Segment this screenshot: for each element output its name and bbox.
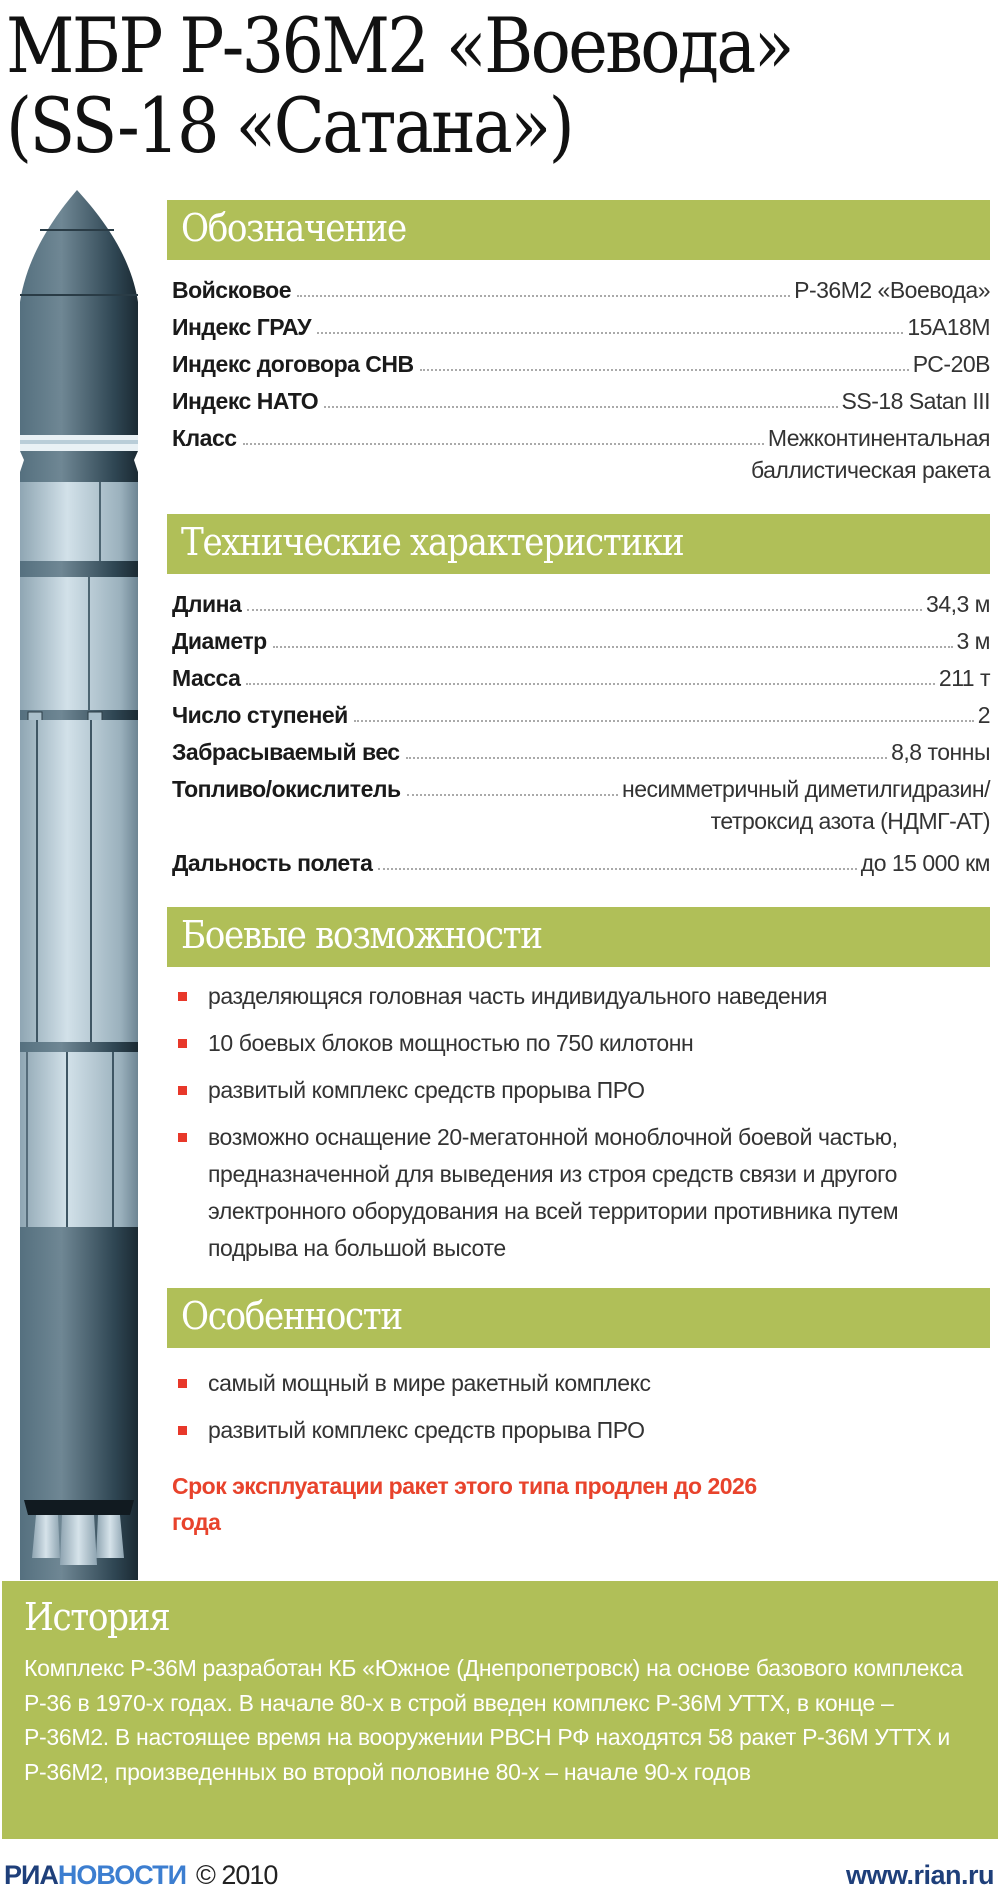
row-value: Межконтинентальная [767, 425, 990, 451]
row-value: 211 т [938, 665, 990, 691]
spec-row [172, 582, 990, 619]
row-key: Масса [172, 665, 241, 691]
list-item: развитый комплекс средств прорыва ПРО [172, 1072, 992, 1108]
section-header-combat [167, 907, 990, 967]
dot-leader [246, 683, 935, 685]
designation-row [172, 379, 990, 416]
service-life-note: Срок эксплуатации ракет этого типа продлен до 2026 года [172, 1473, 757, 1535]
bullet-icon [178, 1133, 187, 1142]
copyright: © 2010 [195, 1860, 278, 1890]
dot-leader [407, 794, 618, 796]
designation-row [172, 305, 990, 342]
row-value: РС-20В [912, 351, 990, 377]
dot-leader [420, 369, 909, 371]
title-line-2: (SS-18 «Сатана») [6, 81, 573, 170]
spec-row [172, 730, 990, 767]
title-line-1: МБР Р-36М2 «Воевода» [6, 1, 792, 90]
row-value: SS-18 Satan III [841, 388, 990, 414]
dot-leader [354, 720, 974, 722]
row-key: Число ступеней [172, 702, 348, 728]
page-title [6, 1, 877, 170]
row-value: 3 м [956, 628, 990, 654]
bullet-icon [178, 1086, 187, 1095]
row-key: Индекс ГРАУ [172, 314, 312, 340]
section-title: Особенности [181, 1294, 402, 1338]
row-key: Диаметр [172, 628, 267, 654]
bullet-icon [178, 1379, 187, 1388]
section-header-specs [167, 514, 990, 574]
row-value: 34,3 м [926, 591, 990, 617]
bullet-icon [178, 1039, 187, 1048]
list-item: возможно оснащение 20-мегатонной моноблочной боевой частью, предназначенной для выведения из строя средств связи и другого электронного оборудования на всей территории противника путем подрыва на большой высоте [172, 1119, 992, 1267]
dot-leader [247, 609, 922, 611]
bullet-icon [178, 1426, 187, 1435]
row-value: 15А18М [907, 314, 990, 340]
row-value: 2 [977, 702, 990, 728]
row-value: несимметричный диметилгидразин/ [622, 776, 990, 802]
site-url-link[interactable]: www.rian.ru [845, 1860, 994, 1890]
row-value: Р-36М2 «Воевода» [794, 277, 990, 303]
section-title: Боевые возможности [181, 913, 542, 957]
dot-leader [324, 406, 837, 408]
spec-row [172, 656, 990, 693]
row-key: Индекс договора СНВ [172, 351, 414, 377]
spec-row [172, 619, 990, 656]
list-item: самый мощный в мире ракетный комплекс [172, 1365, 992, 1401]
ria-novosti-logo [4, 1860, 277, 1891]
row-key: Индекс НАТО [172, 388, 319, 414]
rocket-illustration-icon [0, 190, 160, 1580]
row-key: Топливо/окислитель [172, 776, 401, 802]
dot-leader [378, 868, 856, 870]
history-title: История [24, 1595, 170, 1639]
designation-row [172, 342, 990, 379]
specs-table [172, 582, 990, 878]
row-key: Дальность полета [172, 850, 373, 876]
row-value: 8,8 тонны [891, 739, 990, 765]
row-key: Длина [172, 591, 242, 617]
designation-row [172, 416, 990, 453]
dot-leader [243, 443, 764, 445]
spec-row [172, 841, 990, 878]
list-item: развитый комплекс средств прорыва ПРО [172, 1412, 992, 1448]
bullet-icon [178, 992, 187, 1001]
dot-leader [297, 295, 790, 297]
section-header-designation [167, 200, 990, 260]
dot-leader [273, 646, 953, 648]
dot-leader [317, 332, 903, 334]
designation-row [172, 268, 990, 305]
features-list [172, 1365, 992, 1459]
row-value-continuation: тетроксид азота (НДМГ-АТ) [710, 808, 990, 834]
row-key: Забрасываемый вес [172, 739, 400, 765]
spec-row [172, 767, 990, 804]
designation-table [172, 268, 990, 490]
section-header-features [167, 1288, 990, 1348]
spec-row [172, 693, 990, 730]
section-title: Обозначение [181, 206, 406, 250]
logo-ria: РИА [4, 1860, 58, 1890]
list-item: разделяющяся головная часть индивидуального наведения [172, 978, 992, 1014]
list-item: 10 боевых блоков мощностью по 750 килотонн [172, 1025, 992, 1061]
row-key: Войсковое [172, 277, 292, 303]
history-panel [2, 1581, 998, 1839]
dot-leader [406, 757, 888, 759]
row-key: Класс [172, 425, 237, 451]
section-title: Технические характеристики [181, 520, 684, 564]
history-body: Комплекс Р-36М разработан КБ «Южное (Днепропетровск) на основе базового комплекса Р-36 в 1970-х годах. В начале 80-х в строй введен комплекс Р-36М УТТХ, в конце – Р-36М2. В настоящее время на вооружении РВСН РФ находятся 58 ракет Р-36М УТТХ и Р-36М2, произведенных во второй половине 80-х – начале 90-х годов [24, 1655, 963, 1785]
row-value: до 15 000 км [860, 850, 990, 876]
logo-novosti: НОВОСТИ [57, 1860, 186, 1890]
row-value-continuation: баллистическая ракета [751, 457, 990, 483]
combat-list [172, 978, 992, 1278]
